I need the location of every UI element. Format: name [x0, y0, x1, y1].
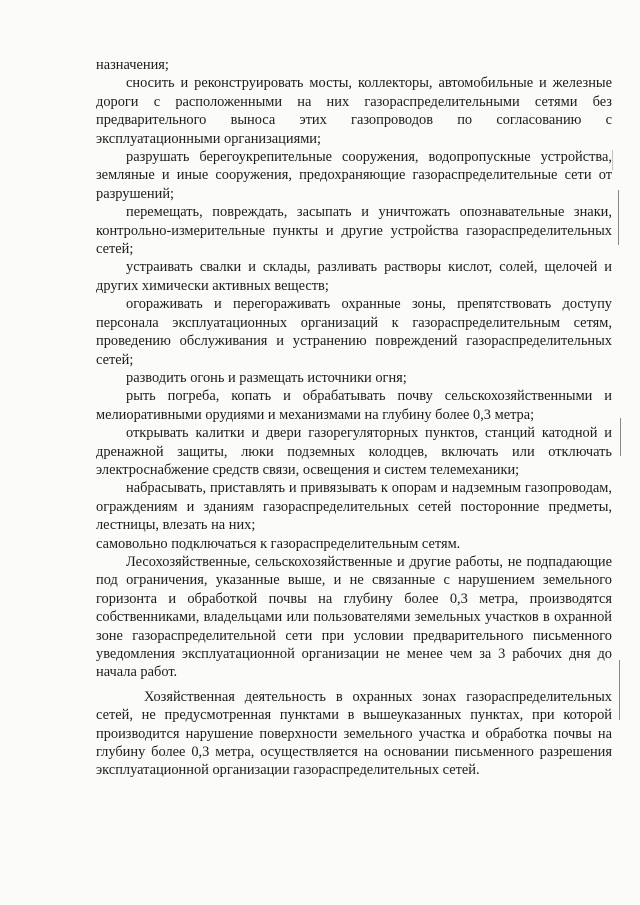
paragraph-fencing: огораживать и перегораживать охранные зоны, препятствовать доступу персонала эксплуатационных организаций к газораспределительным сетям, проведению обслуживания и устранению повреждений газораспределительных сетей; — [96, 296, 612, 368]
paragraph-forestry-works: Лесохозяйственные, сельскохозяйственные и другие работы, не подпадающие под ограничения, указанные выше, и не связанные с нарушением земельного горизонта и обработкой почвы на глубину более 0,3 метра, производятся собственниками, владельцами или пользователями земельных участков в охранной зоне газораспределительной сети при условии предварительного письменного уведомления эксплуатационной организации не менее чем за 3 рабочих дня до начала работ. — [96, 553, 612, 681]
scan-artifact-line — [612, 150, 613, 170]
paragraph-digging: рыть погреба, копать и обрабатывать почву сельскохозяйственными и мелиоративными орудиями и механизмами на глубину более 0,3 метра; — [96, 388, 612, 423]
paragraph-doors: открывать калитки и двери газорегуляторных пунктов, станций катодной и дренажной защиты, люки подземных колодцев, включать или отключать электроснабжение средств связи, освещения и систем телемеханики; — [96, 425, 612, 478]
paragraph-dumps: устраивать свалки и склады, разливать растворы кислот, солей, щелочей и других химически активных веществ; — [96, 259, 612, 294]
scan-artifact-line — [620, 418, 621, 456]
paragraph-fire: разводить огонь и размещать источники огня; — [126, 369, 407, 386]
paragraph-signs: перемещать, повреждать, засыпать и уничтожать опознавательные знаки, контрольно-измерительные пункты и другие устройства газораспределительных сетей; — [96, 204, 612, 258]
paragraph-bridges: сносить и реконструировать мосты, коллекторы, автомобильные и железные дороги с расположенными на них газораспределительными сетями без предварительного выноса этих газопроводов по согласованию с эксплуатационными организациями; — [96, 75, 612, 147]
paragraph-economic-activity: Хозяйственная деятельность в охранных зонах газораспределительных сетей, не предусмотренная пунктами в вышеуказанных пунктах, при которой производится нарушение поверхности земельного участка и обработка почвы на глубину более 0,3 метра, осуществляется на основании письменного разрешения эксплуатационной организации газораспределительных сетей. — [96, 688, 612, 779]
paragraph-objects: набрасывать, приставлять и привязывать к опорам и надземным газопроводам, ограждениям и зданиям газораспределительных сетей посторонние предметы, лестницы, влезать на них; — [96, 480, 612, 534]
paragraph-connect: самовольно подключаться к газораспределительным сетям. — [96, 535, 461, 552]
scan-artifact-line — [619, 660, 620, 720]
paragraph-purpose-fragment: назначения; — [96, 57, 169, 73]
scan-artifact-line — [618, 190, 619, 245]
paragraph-embankments: разрушать берегоукрепительные сооружения, водопропускные устройства, земляные и иные сооружения, предохраняющие газораспределительные сети от разрушений; — [96, 149, 612, 202]
document-body — [96, 56, 612, 780]
